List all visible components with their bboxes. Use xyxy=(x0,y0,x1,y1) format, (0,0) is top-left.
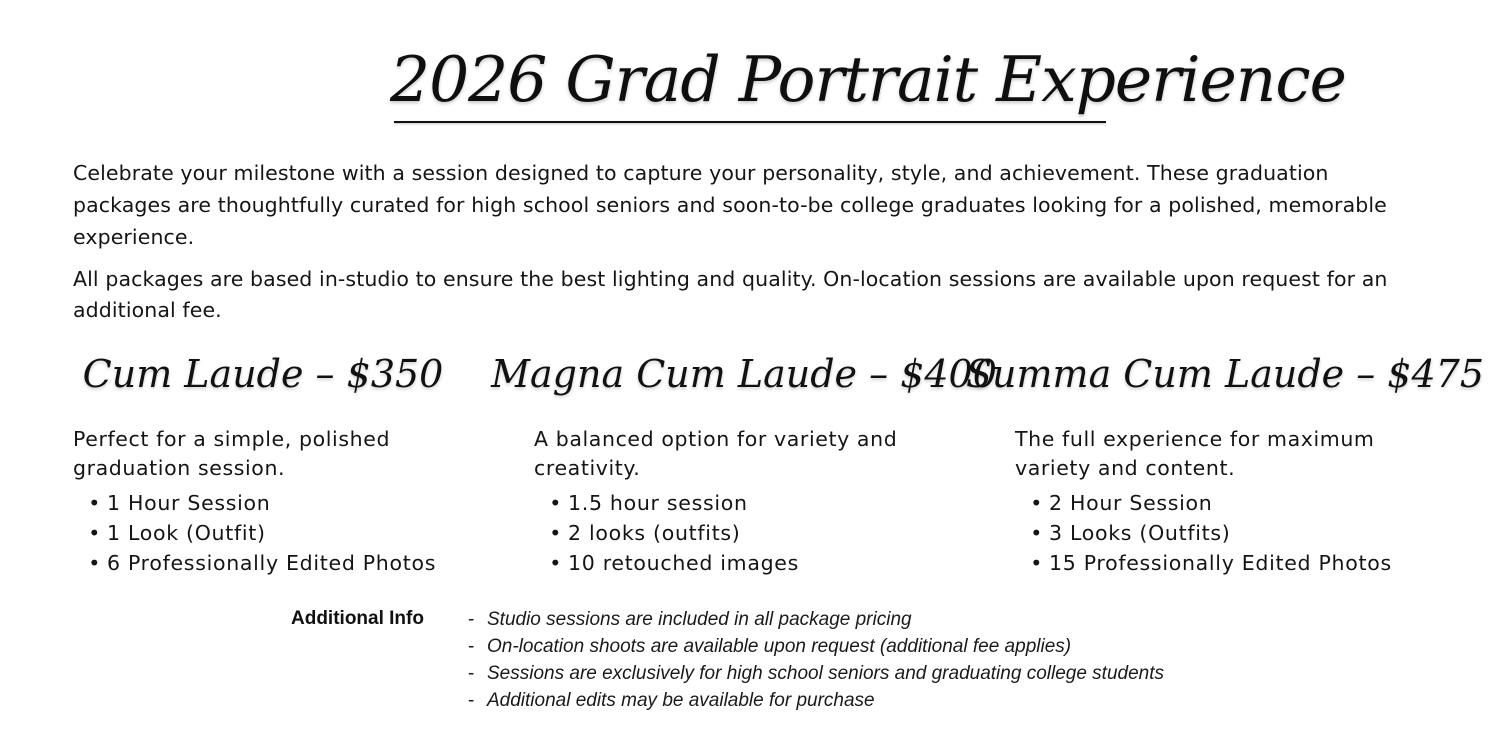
list-item xyxy=(73,548,473,578)
feature-text: 10 retouched images xyxy=(568,551,800,575)
dash-icon: - xyxy=(468,690,475,711)
package-summa-cum-laude xyxy=(966,334,1485,578)
feature-text: 3 Looks (Outfits) xyxy=(1049,521,1231,545)
feature-text: 1 Look (Outfit) xyxy=(107,521,266,545)
list-item xyxy=(468,606,1164,633)
list-item xyxy=(1015,488,1455,518)
list-item xyxy=(534,518,974,548)
intro-paragraph-2: All packages are based in-studio to ensure the best lighting and quality. On-location sessions are available upon request for an additional fee. xyxy=(73,267,1388,322)
package-heading: Magna Cum Laude – $400 xyxy=(491,352,997,396)
list-item xyxy=(1015,518,1455,548)
title-underline xyxy=(394,121,1106,123)
bullet-icon: • xyxy=(88,551,101,575)
package-feature-list xyxy=(1015,488,1455,578)
info-text: Studio sessions are included in all package pricing xyxy=(487,609,912,630)
bullet-icon: • xyxy=(1030,491,1043,515)
feature-text: 2 looks (outfits) xyxy=(568,521,741,545)
list-item xyxy=(73,518,473,548)
package-feature-list xyxy=(73,488,473,578)
feature-text: 15 Professionally Edited Photos xyxy=(1049,551,1392,575)
list-item xyxy=(468,687,1164,714)
package-description: The full experience for maximum variety and content. xyxy=(1015,427,1375,480)
dash-icon: - xyxy=(468,636,475,657)
list-item xyxy=(534,488,974,518)
info-text: Additional edits may be available for purchase xyxy=(487,690,875,711)
bullet-icon: • xyxy=(1030,551,1043,575)
bullet-icon: • xyxy=(88,521,101,545)
package-description: A balanced option for variety and creativity. xyxy=(534,427,898,480)
bullet-icon: • xyxy=(1030,521,1043,545)
feature-text: 2 Hour Session xyxy=(1049,491,1213,515)
package-heading: Summa Cum Laude – $475 xyxy=(966,352,1485,396)
package-cum-laude xyxy=(73,334,473,578)
additional-info-label: Additional Info xyxy=(291,608,424,629)
feature-text: 6 Professionally Edited Photos xyxy=(107,551,437,575)
info-text: On-location shoots are available upon request (additional fee applies) xyxy=(487,636,1072,657)
intro-paragraph-1: Celebrate your milestone with a session designed to capture your personality, style, and achievement. These graduation packages are thoughtfully curated for high school seniors and soon-to-be college graduates looking for a polished, memorable experience. xyxy=(73,161,1387,249)
bullet-icon: • xyxy=(549,491,562,515)
feature-text: 1.5 hour session xyxy=(568,491,748,515)
list-item xyxy=(73,488,473,518)
list-item xyxy=(534,548,974,578)
info-text: Sessions are exclusively for high school seniors and graduating college students xyxy=(487,663,1165,684)
list-item xyxy=(1015,548,1455,578)
dash-icon: - xyxy=(468,609,475,630)
dash-icon: - xyxy=(468,663,475,684)
list-item xyxy=(468,660,1164,687)
package-description: Perfect for a simple, polished graduation session. xyxy=(73,427,391,480)
feature-text: 1 Hour Session xyxy=(107,491,271,515)
package-heading: Cum Laude – $350 xyxy=(82,352,444,396)
package-magna-cum-laude xyxy=(491,334,997,578)
bullet-icon: • xyxy=(88,491,101,515)
package-feature-list xyxy=(534,488,974,578)
additional-info-list xyxy=(468,606,1164,714)
page-title: 2026 Grad Portrait Experience xyxy=(390,43,1346,116)
bullet-icon: • xyxy=(549,551,562,575)
title-block xyxy=(390,22,1346,134)
bullet-icon: • xyxy=(549,521,562,545)
list-item xyxy=(468,633,1164,660)
